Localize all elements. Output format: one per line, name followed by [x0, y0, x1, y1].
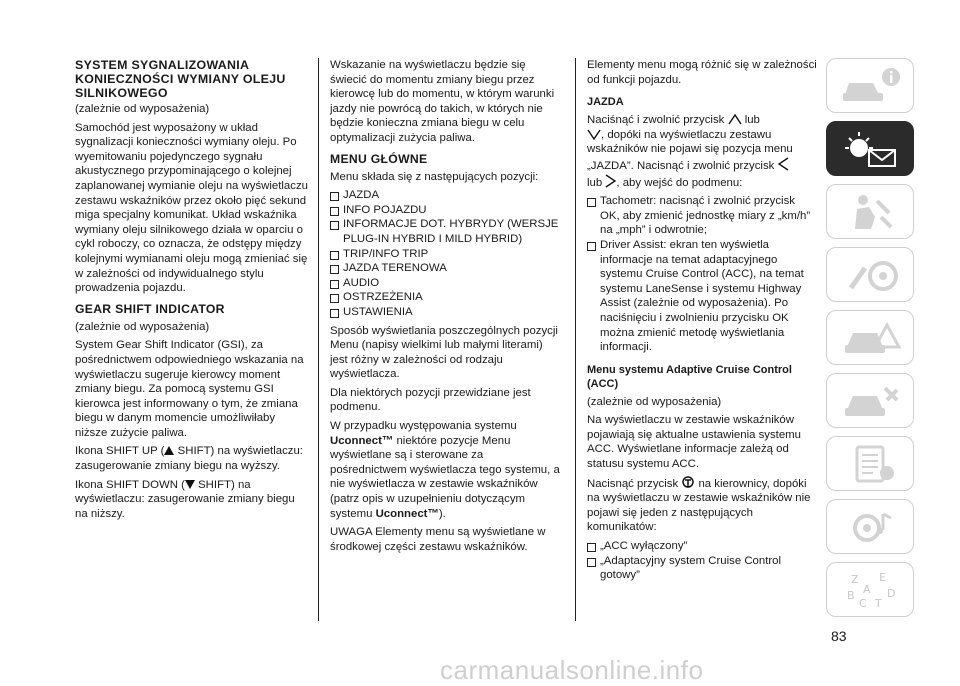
list-item: JAZDA TERENOWA — [330, 261, 562, 276]
gsi-paragraph: System Gear Shift Indicator (GSI), za pośrednictwem odpowiedniego wskazania na wyświetlaczu sugeruje kierowcy moment zmiany biegu. Za pomocą systemu GSI kierowca jest informowany o tym, że zmiana biegu w danym momencie umożliwiłaby niższe zużycie paliwa. — [75, 339, 304, 439]
acc-message-list — [587, 539, 817, 583]
tab-index[interactable] — [826, 562, 914, 617]
jazda-heading: JAZDA — [587, 96, 624, 109]
safety-icon — [837, 191, 905, 233]
tab-technical-data[interactable] — [826, 436, 914, 491]
oil-change-paragraph: Samochód jest wyposażony w układ sygnalizacji konieczności wymiany oleju. Po wyemitowaniu pojedynczego sygnału akustycznego przypominającego o kolejnej zaplanowanej wymianie oleju na wyświetlaczu zestawu wskaźników przez około pięć sekund miga specjalny komunikat. Układ wskaźnika wymiany oleju silnikowego działa w oparciu o cykl roboczy, co oznacza, że odstępy między kolejnymi wymianami oleju mogą zmieniać się w zależności od indywidualnego stylu prowadzenia pojazdu. — [75, 121, 308, 295]
tab-multimedia[interactable] — [826, 499, 914, 554]
chevron-down-icon — [587, 129, 601, 140]
list-item: TRIP/INFO TRIP — [330, 247, 562, 262]
column-divider — [318, 58, 319, 621]
list-item: INFO POJAZDU — [330, 203, 562, 218]
warning-lights-icon — [837, 128, 905, 170]
submenu-list — [587, 194, 817, 355]
car-info-icon — [837, 65, 905, 107]
svg-text:D: D — [887, 587, 896, 600]
acc-button-paragraph: Nacisnąć przycisk na kierownicy, dopóki na wyświetlaczu w zestawie wskaźników nie pojawi się jeden z następujących komunikatów: — [587, 477, 811, 534]
svg-text:T: T — [875, 597, 882, 610]
menu-intro: Menu składa się z następujących pozycji: — [330, 170, 539, 183]
menu-list — [330, 188, 562, 319]
list-item: OSTRZEŻENIA — [330, 290, 562, 305]
multimedia-icon — [837, 506, 905, 548]
shift-down-icon — [185, 480, 195, 489]
chapter-tabs — [826, 58, 914, 625]
list-item: Driver Assist: ekran ten wyświetla informacje na temat adaptacyjnego systemu Cruise Control (ACC), na temat systemu LaneSense i systemu Highway Assist (zależnie od wyposażenia). Po naciśnięciu i zwolnieniu przycisku OK można zmienić metodę wyświetlania informacji. — [587, 238, 817, 355]
column-divider — [575, 58, 576, 621]
cruise-control-icon — [681, 476, 695, 489]
list-item: „Adaptacyjny system Cruise Control gotowy” — [587, 554, 817, 583]
svg-text:C: C — [859, 597, 867, 610]
tab-safety[interactable] — [826, 184, 914, 239]
acc-heading: Menu systemu Adaptive Cruise Control (ACC) — [587, 363, 792, 390]
shift-down-paragraph: Ikona SHIFT DOWN ( SHIFT) na wyświetlaczu: zasugerowanie zmiany biegu na niższy. — [75, 478, 295, 520]
chevron-right-icon — [605, 174, 616, 188]
list-item: Tachometr: nacisnąć i zwolnić przycisk OK, aby zmienić jednostkę miary z „km/h” na „mph” i odwrotnie; — [587, 194, 817, 238]
menu-elements-paragraph: Elementy menu mogą różnić się w zależności od funkcji pojazdu. — [587, 59, 817, 86]
page-number: 83 — [831, 628, 847, 644]
index-icon — [837, 569, 905, 611]
list-item: USTAWIENIA — [330, 305, 562, 320]
chevron-left-icon — [778, 157, 789, 171]
optional-note: (zależnie od wyposażenia) — [75, 320, 210, 333]
technical-data-icon — [837, 443, 905, 485]
tab-maintenance[interactable] — [826, 373, 914, 428]
tab-car-info[interactable] — [826, 58, 914, 113]
svg-text:E: E — [879, 571, 886, 584]
oil-change-heading: SYSTEM SYGNALIZOWANIA KONIECZNOŚCI WYMIANY OLEJU SILNIKOWEGO — [75, 58, 286, 100]
shift-up-paragraph: Ikona SHIFT UP ( SHIFT) na wyświetlaczu: zasugerowanie zmiany biegu na wyższy. — [75, 445, 303, 473]
list-item: JAZDA — [330, 188, 562, 203]
jazda-paragraph: Naciśnąć i zwolnić przycisk lub , dopóki na wyświetlaczu zestawu wskaźników nie pojawi się pozycja menu „JAZDA”. Nacisnąć i zwolnić przycisk lub , aby wejść do podmenu: — [587, 114, 793, 189]
uconnect-paragraph: W przypadku występowania systemu Uconnect™ niektóre pozycje Menu wyświetlane są i sterowane za pośrednictwem wyświetlacza tego systemu, a nie wyświetlacza w zestawie wskaźników (patrz opis w uzupełnieniu dotyczącym systemu Uconnect™). — [330, 420, 560, 520]
optional-note: (zależnie od wyposażenia) — [75, 103, 210, 115]
column-3 — [587, 58, 817, 587]
column-1 — [75, 58, 309, 525]
starting-driving-icon — [837, 254, 905, 296]
column-2 — [330, 58, 562, 558]
svg-text:Z: Z — [851, 573, 859, 586]
acc-paragraph: Na wyświetlaczu w zestawie wskaźników pojawiają się aktualne ustawienia systemu ACC. Wyświetlane informacje zależą od statusu systemu ACC. — [587, 414, 802, 471]
maintenance-icon — [837, 380, 905, 422]
chevron-up-icon — [728, 114, 742, 125]
watermark: carmanualsonline.info — [440, 655, 704, 685]
gsi-continued-paragraph: Wskazanie na wyświetlaczu będzie się świecić do momentu zmiany biegu przez kierowcę lub do momentu, w którym warunki jazdy nie powrócą do takich, w których nie będzie konieczna zmiana biegu w celu optymalizacji zużycia paliwa. — [330, 59, 555, 144]
note-paragraph: UWAGA Elementy menu są wyświetlane w środkowej części zestawu wskaźników. — [330, 526, 546, 553]
tab-warning-lights[interactable] — [826, 121, 914, 176]
emergency-icon — [837, 317, 905, 359]
gsi-heading: GEAR SHIFT INDICATOR — [75, 301, 225, 316]
list-item: AUDIO — [330, 276, 562, 291]
main-menu-heading: MENU GŁÓWNE — [330, 151, 428, 166]
optional-note: (zależnie od wyposażenia) — [587, 395, 722, 408]
list-item: INFORMACJE DOT. HYBRYDY (WERSJE PLUG-IN HYBRID I MILD HYBRID) — [330, 217, 562, 246]
submenu-paragraph: Dla niektórych pozycji przewidziane jest podmenu. — [330, 386, 531, 414]
tab-starting-driving[interactable] — [826, 247, 914, 302]
svg-text:A: A — [863, 583, 871, 596]
shift-up-icon — [164, 446, 174, 455]
tab-emergency[interactable] — [826, 310, 914, 365]
list-item: „ACC wyłączony” — [587, 539, 817, 554]
svg-text:B: B — [847, 589, 855, 602]
menu-display-paragraph: Sposób wyświetlania poszczególnych pozycji Menu (napisy wielkimi lub małymi literami) jest różny w zależności od rodzaju wyświetlacza. — [330, 324, 558, 381]
